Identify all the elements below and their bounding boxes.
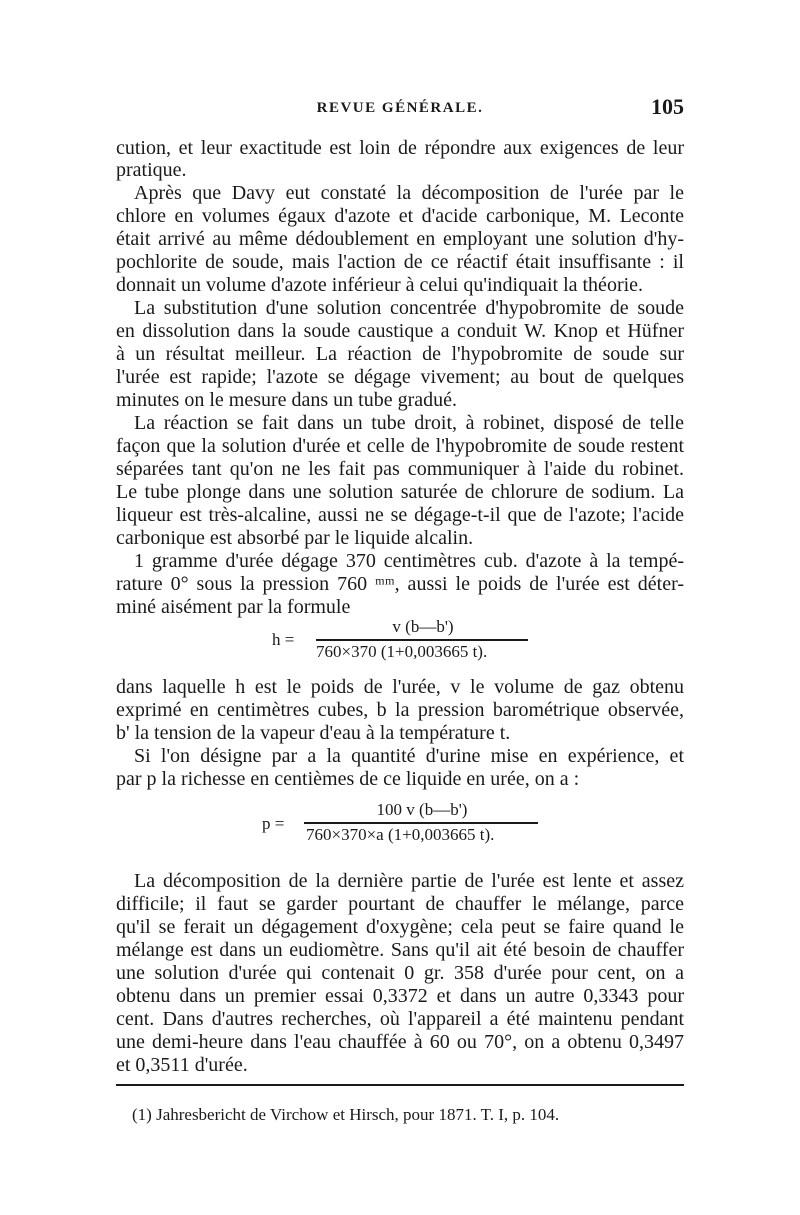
- fraction-bar: [304, 822, 538, 824]
- text-line: mélange est dans un eudiomètre. Sans qu'il ait été besoin de chauffer: [116, 939, 684, 961]
- fraction-bar: [316, 639, 528, 641]
- text-line: difficile; il faut se garder pourtant de chauffer le mélange, parce: [116, 893, 684, 915]
- text-line: pratique.: [116, 159, 187, 181]
- text-line: La réaction se fait dans un tube droit, à robinet, disposé de telle: [134, 412, 684, 434]
- text-line: qu'il se ferait un dégagement d'oxygène; cela peut se faire quand le: [116, 916, 684, 938]
- text-line: cent. Dans d'autres recherches, où l'appareil a été maintenu pendant: [116, 1008, 684, 1030]
- text-line: une demi-heure dans l'eau chauffée à 60 ou 70°, on a obtenu 0,3497: [116, 1031, 684, 1053]
- text-line: l'urée est rapide; l'azote se dégage vivement; au bout de quelques: [116, 366, 684, 388]
- text-line: chlore en volumes égaux d'azote et d'acide carbonique, M. Leconte: [116, 205, 684, 227]
- text-line: cution, et leur exactitude est loin de répondre aux exigences de leur: [116, 137, 684, 159]
- text-line: obtenu dans un premier essai 0,3372 et dans un autre 0,3343 pour: [116, 985, 684, 1007]
- formula-lhs: h =: [272, 630, 295, 649]
- formula-denominator: 760×370×a (1+0,003665 t).: [306, 825, 495, 844]
- text-line: par p la richesse en centièmes de ce liquide en urée, on a :: [116, 768, 580, 790]
- text-line: 1 gramme d'urée dégage 370 centimètres cub. d'azote à la tempé-: [134, 550, 684, 572]
- formula-numerator: v (b—b'): [392, 617, 454, 636]
- text-line: à un résultat meilleur. La réaction de l'hypobromite de soude sur: [116, 343, 684, 365]
- text-line: une solution d'urée qui contenait 0 gr. 358 d'urée pour cent, on a: [116, 962, 684, 984]
- text-line: liqueur est très-alcaline, aussi ne se dégage-t-il que de l'azote; l'acide: [116, 504, 684, 526]
- text-line: dans laquelle h est le poids de l'urée, v le volume de gaz obtenu: [116, 676, 684, 698]
- text-line: séparées tant qu'on ne les fait pas communiquer à l'aide du robinet.: [116, 458, 684, 480]
- text-line: minutes on le mesure dans un tube gradué.: [116, 389, 458, 411]
- footnote-rule: [116, 1084, 684, 1086]
- formula-denominator: 760×370 (1+0,003665 t).: [316, 642, 488, 661]
- text-line: rature 0° sous la pression 760 ᵐᵐ, aussi le poids de l'urée est déter-: [116, 573, 684, 595]
- footnote: (1) Jahresbericht de Virchow et Hirsch, pour 1871. T. I, p. 104.: [132, 1105, 560, 1124]
- text-line: était arrivé au même dédoublement en employant une solution d'hy-: [116, 228, 684, 250]
- text-line: La décomposition de la dernière partie de l'urée est lente et assez: [134, 870, 684, 892]
- text-line: carbonique est absorbé par le liquide alcalin.: [116, 527, 474, 549]
- running-header: REVUE GÉNÉRALE.: [316, 100, 484, 116]
- text-line: et 0,3511 d'urée.: [116, 1054, 248, 1076]
- page-number: 105: [651, 94, 684, 119]
- text-line: en dissolution dans la soude caustique a conduit W. Knop et Hüfner: [116, 320, 684, 342]
- formula-lhs: p =: [262, 814, 285, 833]
- text-line: miné aisément par la formule: [116, 596, 351, 618]
- text-line: b' la tension de la vapeur d'eau à la température t.: [116, 722, 511, 744]
- text-line: La substitution d'une solution concentrée d'hypobromite de soude: [134, 297, 684, 319]
- formula-numerator: 100 v (b—b'): [376, 800, 468, 819]
- text-line: Si l'on désigne par a la quantité d'urine mise en expérience, et: [134, 745, 684, 767]
- text-line: façon que la solution d'urée et celle de l'hypobromite de soude restent: [116, 435, 684, 457]
- text-line: pochlorite de soude, mais l'action de ce réactif était insuffisante : il: [116, 251, 684, 273]
- text-line: exprimé en centimètres cubes, b la pression barométrique observée,: [116, 699, 684, 721]
- text-line: donnait un volume d'azote inférieur à celui qu'indiquait la théorie.: [116, 274, 644, 296]
- text-line: Le tube plonge dans une solution saturée de chlorure de sodium. La: [116, 481, 684, 503]
- text-line: Après que Davy eut constaté la décomposition de l'urée par le: [134, 182, 684, 204]
